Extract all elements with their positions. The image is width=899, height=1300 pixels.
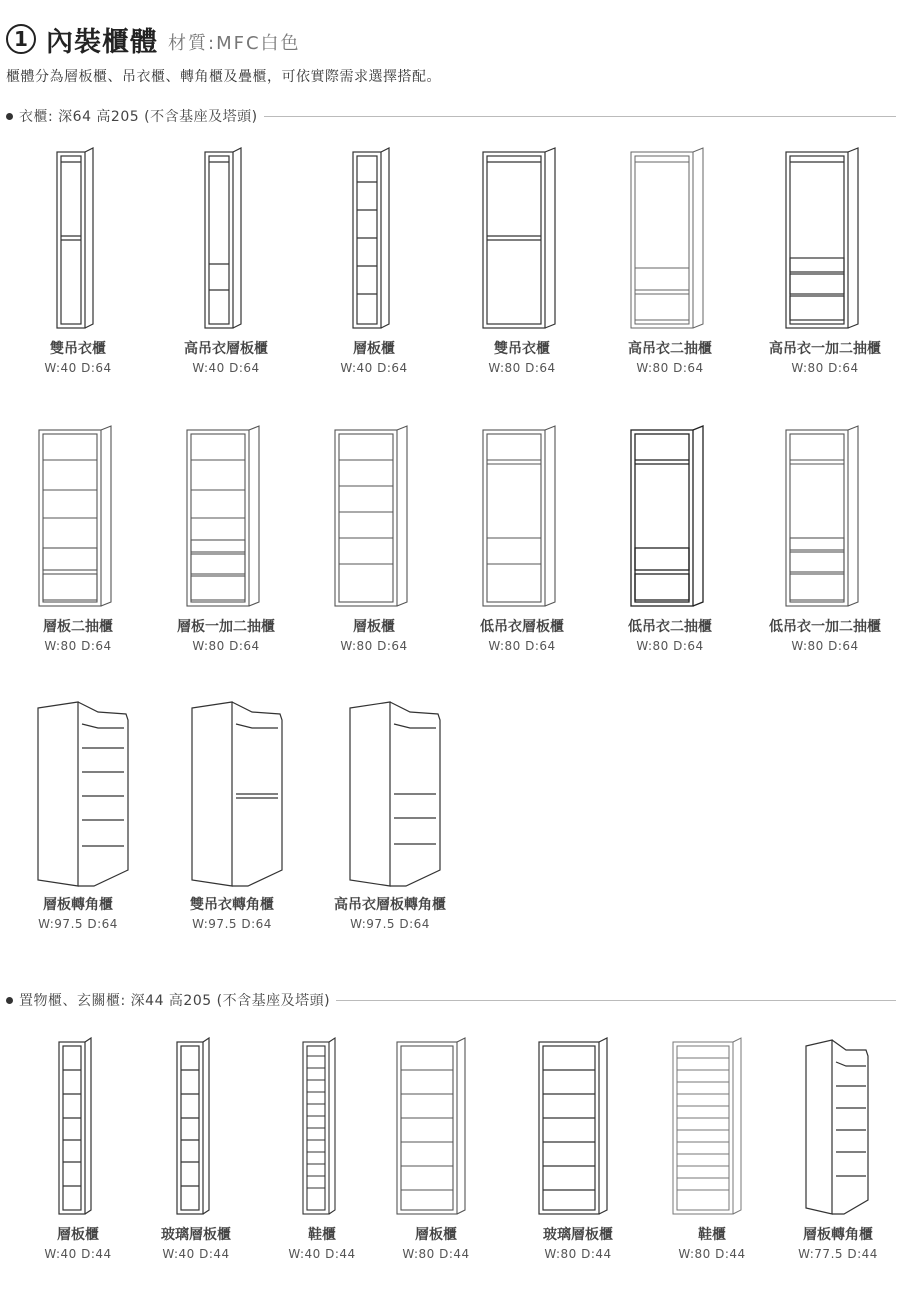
cabinet-item[interactable]	[126, 1036, 266, 1261]
section-label: 置物櫃、玄關櫃: 深44 高205 (不含基座及塔頭)	[19, 993, 331, 1009]
cabinet-item[interactable]	[452, 146, 592, 375]
cabinet-item[interactable]	[156, 424, 296, 653]
cabinet-drawing-icon	[181, 424, 271, 610]
cabinet-drawing-icon	[625, 424, 715, 610]
section-header-storage	[6, 990, 896, 1010]
cabinet-drawing-icon	[297, 1036, 347, 1218]
title-text: 內裝櫃體	[46, 26, 158, 58]
item-dimensions: W:80 D:64	[636, 639, 704, 653]
item-name: 玻璃層板櫃	[161, 1227, 231, 1243]
item-dimensions: W:80 D:64	[791, 639, 859, 653]
item-name: 高吊衣層板櫃	[184, 341, 268, 357]
item-dimensions: W:97.5 D:64	[192, 917, 272, 931]
item-name: 層板一加二抽櫃	[177, 619, 275, 635]
item-name: 低吊衣層板櫃	[480, 619, 564, 635]
section-number-badge: 1	[6, 24, 36, 54]
item-name: 高吊衣一加二抽櫃	[769, 341, 881, 357]
cabinet-drawing-icon	[780, 146, 870, 332]
cabinet-drawing-icon	[349, 146, 399, 332]
item-dimensions: W:80 D:44	[544, 1247, 612, 1261]
item-name: 低吊衣一加二抽櫃	[769, 619, 881, 635]
cabinet-drawing-icon	[780, 424, 870, 610]
cabinet-item[interactable]	[304, 424, 444, 653]
item-name: 雙吊衣轉角櫃	[190, 897, 274, 913]
item-dimensions: W:40 D:44	[288, 1247, 356, 1261]
item-dimensions: W:40 D:64	[340, 361, 408, 375]
item-dimensions: W:80 D:64	[791, 361, 859, 375]
item-dimensions: W:40 D:44	[162, 1247, 230, 1261]
item-dimensions: W:40 D:64	[192, 361, 260, 375]
item-dimensions: W:80 D:64	[192, 639, 260, 653]
cabinet-item[interactable]	[755, 424, 895, 653]
cabinet-drawing-icon	[329, 424, 419, 610]
corner-cabinet-drawing-icon	[172, 698, 292, 888]
item-dimensions: W:97.5 D:64	[38, 917, 118, 931]
cabinet-item[interactable]	[8, 698, 148, 931]
page-title	[6, 22, 301, 56]
item-name: 層板轉角櫃	[43, 897, 113, 913]
cabinet-drawing-icon	[53, 1036, 103, 1218]
item-name: 低吊衣二抽櫃	[628, 619, 712, 635]
section-divider	[264, 116, 896, 117]
cabinet-item[interactable]	[755, 146, 895, 375]
bullet-icon	[6, 113, 13, 120]
item-dimensions: W:80 D:64	[44, 639, 112, 653]
cabinet-item[interactable]	[162, 698, 302, 931]
item-dimensions: W:80 D:44	[678, 1247, 746, 1261]
cabinet-drawing-icon	[477, 146, 567, 332]
item-name: 層板櫃	[415, 1227, 457, 1243]
item-dimensions: W:80 D:44	[402, 1247, 470, 1261]
item-name: 雙吊衣櫃	[494, 341, 550, 357]
item-name: 玻璃層板櫃	[543, 1227, 613, 1243]
item-name: 鞋櫃	[698, 1227, 726, 1243]
item-name: 層板轉角櫃	[803, 1227, 873, 1243]
cabinet-item[interactable]	[600, 424, 740, 653]
cabinet-drawing-icon	[667, 1036, 757, 1218]
item-name: 層板櫃	[353, 619, 395, 635]
material-text: 材質:MFC白色	[168, 33, 301, 54]
corner-cabinet-drawing-icon	[18, 698, 138, 888]
cabinet-drawing-icon	[533, 1036, 623, 1218]
description: 櫃體分為層板櫃、吊衣櫃、轉角櫃及疊櫃，可依實際需求選擇搭配。	[6, 69, 441, 85]
cabinet-item[interactable]	[452, 424, 592, 653]
cabinet-item[interactable]	[642, 1036, 782, 1261]
section-label: 衣櫃: 深64 高205 (不含基座及塔頭)	[19, 109, 258, 125]
item-name: 高吊衣二抽櫃	[628, 341, 712, 357]
cabinet-item[interactable]	[8, 424, 148, 653]
item-dimensions: W:40 D:44	[44, 1247, 112, 1261]
cabinet-item[interactable]	[156, 146, 296, 375]
item-dimensions: W:80 D:64	[636, 361, 704, 375]
item-dimensions: W:77.5 D:44	[798, 1247, 878, 1261]
cabinet-item[interactable]	[304, 146, 444, 375]
item-name: 層板櫃	[57, 1227, 99, 1243]
cabinet-drawing-icon	[53, 146, 103, 332]
cabinet-drawing-icon	[477, 424, 567, 610]
cabinet-item[interactable]	[320, 698, 460, 931]
item-dimensions: W:97.5 D:64	[350, 917, 430, 931]
corner-cabinet-drawing-icon	[788, 1036, 888, 1218]
section-header-wardrobe	[6, 106, 896, 126]
bullet-icon	[6, 997, 13, 1004]
item-name: 層板櫃	[353, 341, 395, 357]
section-divider	[336, 1000, 896, 1001]
item-dimensions: W:80 D:64	[488, 639, 556, 653]
cabinet-drawing-icon	[625, 146, 715, 332]
cabinet-drawing-icon	[171, 1036, 221, 1218]
cabinet-item[interactable]	[768, 1036, 899, 1261]
cabinet-drawing-icon	[391, 1036, 481, 1218]
corner-cabinet-drawing-icon	[330, 698, 450, 888]
item-dimensions: W:80 D:64	[340, 639, 408, 653]
item-name: 鞋櫃	[308, 1227, 336, 1243]
cabinet-drawing-icon	[33, 424, 123, 610]
item-name: 層板二抽櫃	[43, 619, 113, 635]
cabinet-item[interactable]	[508, 1036, 648, 1261]
item-name: 雙吊衣櫃	[50, 341, 106, 357]
cabinet-item[interactable]	[600, 146, 740, 375]
cabinet-drawing-icon	[201, 146, 251, 332]
item-dimensions: W:40 D:64	[44, 361, 112, 375]
item-name: 高吊衣層板轉角櫃	[334, 897, 446, 913]
cabinet-item[interactable]	[8, 146, 148, 375]
item-dimensions: W:80 D:64	[488, 361, 556, 375]
cabinet-item[interactable]	[366, 1036, 506, 1261]
